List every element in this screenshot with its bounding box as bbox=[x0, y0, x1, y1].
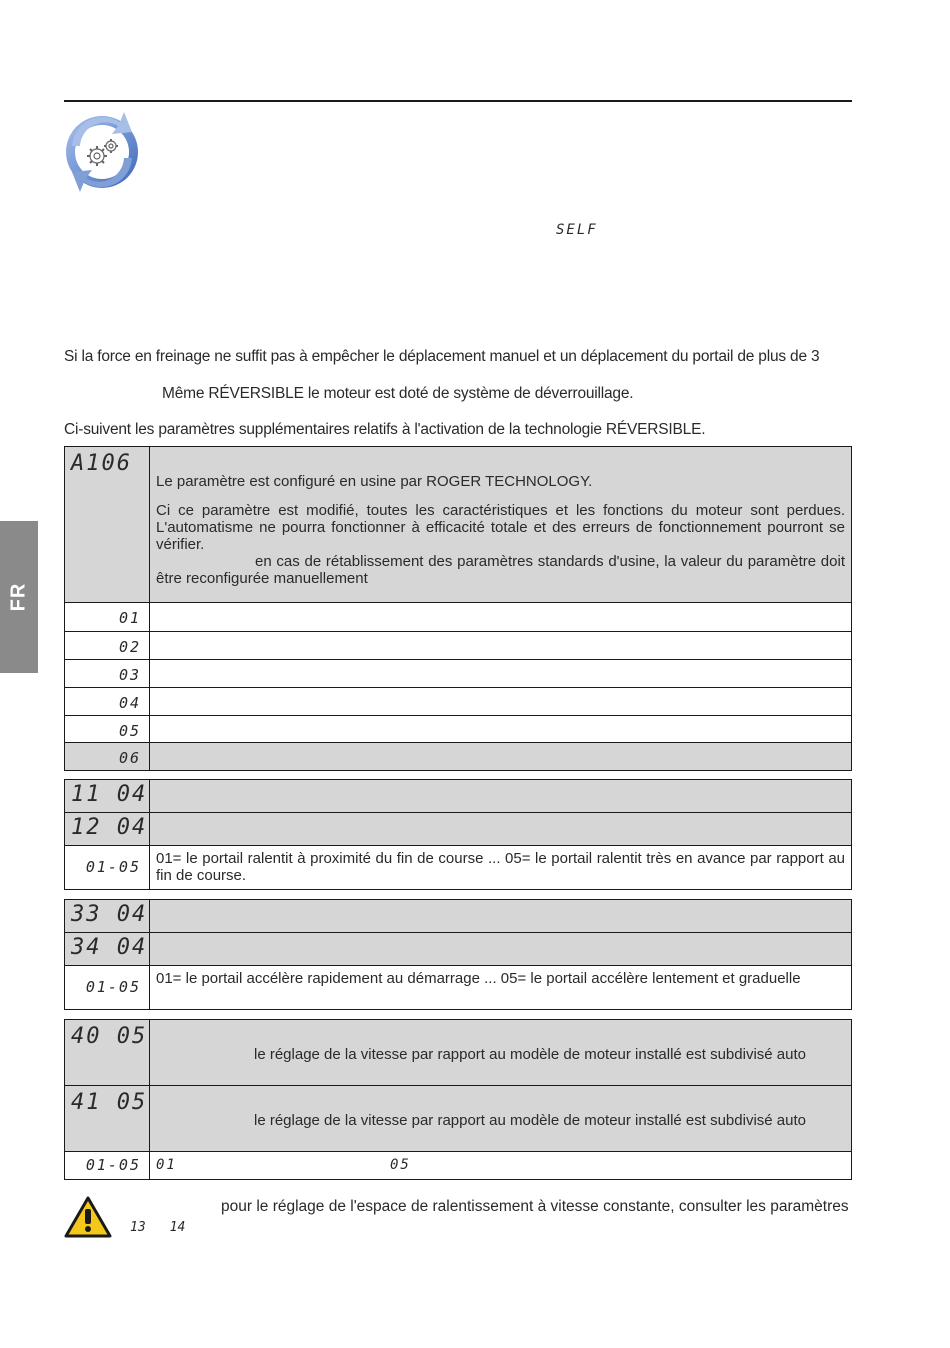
range-code: 01-05 bbox=[85, 978, 141, 996]
warning-text: pour le réglage de l'espace de ralentissement à vitesse constante, consulter les paramètres bbox=[221, 1198, 849, 1215]
parameter-table-a106 bbox=[64, 446, 852, 771]
param-code: 40 05 bbox=[71, 1024, 148, 1049]
param-code: 11 04 bbox=[71, 782, 148, 807]
language-tab-label: FR bbox=[7, 582, 30, 612]
range-code: 01-05 bbox=[85, 1156, 141, 1174]
param-description: le réglage de la vitesse par rapport au modèle de moteur installé est subdivisé auto bbox=[254, 1046, 806, 1063]
param-description-cell bbox=[150, 933, 852, 966]
param-desc-line: Ci ce paramètre est modifié, toutes les caractéristiques et les fonctions du moteur sont perdues. L'automatisme ne pourra fonctionner à efficacité totale et des erreurs de fonctionnement pourront se vérifier. bbox=[156, 502, 845, 553]
param-code: 34 04 bbox=[71, 935, 148, 960]
range-code: 01-05 bbox=[85, 858, 141, 876]
header-rule bbox=[64, 100, 852, 102]
range-description: 01= le portail ralentit à proximité du fin de course ... 05= le portail ralentit très en avance par rapport au fin de course. bbox=[156, 850, 845, 884]
param-code: 33 04 bbox=[71, 902, 148, 927]
value-code: 01 bbox=[118, 609, 141, 627]
value-desc bbox=[150, 632, 852, 660]
value-code: 05 bbox=[118, 722, 141, 740]
warning-code: 13 bbox=[130, 1220, 146, 1235]
warning-icon bbox=[64, 1196, 112, 1238]
value-code: 06 bbox=[118, 749, 141, 767]
warning-codes bbox=[130, 1220, 209, 1235]
value-desc bbox=[150, 660, 852, 688]
param-code: 41 05 bbox=[71, 1090, 148, 1115]
parameter-table-40-41 bbox=[64, 1019, 852, 1180]
self-code: SELF bbox=[556, 222, 598, 238]
range-max-value: 05 bbox=[390, 1157, 411, 1173]
value-code: 04 bbox=[118, 694, 141, 712]
value-code: 03 bbox=[118, 666, 141, 684]
parameter-table-33-34 bbox=[64, 899, 852, 1010]
param-desc-line: Le paramètre est configuré en usine par ROGER TECHNOLOGY. bbox=[156, 473, 593, 490]
parameter-table-11-12 bbox=[64, 779, 852, 890]
param-code: 12 04 bbox=[71, 815, 148, 840]
value-desc bbox=[150, 743, 852, 771]
range-description: 01= le portail accélère rapidement au démarrage ... 05= le portail accélère lentement et graduelle bbox=[156, 970, 801, 987]
param-description: le réglage de la vitesse par rapport au modèle de moteur installé est subdivisé auto bbox=[254, 1112, 806, 1129]
value-code: 02 bbox=[118, 638, 141, 656]
param-code-cell bbox=[65, 447, 150, 603]
range-min-value: 01 bbox=[156, 1157, 177, 1173]
language-tab bbox=[0, 521, 38, 673]
param-description-cell bbox=[150, 447, 852, 603]
paragraph-reversible-unlock: Même RÉVERSIBLE le moteur est doté de système de déverrouillage. bbox=[162, 385, 634, 402]
param-desc-line: en cas de rétablissement des paramètres standards d'usine, la valeur du paramètre doit être reconfigurée manuellement bbox=[156, 553, 845, 587]
param-description-cell bbox=[150, 900, 852, 933]
value-desc bbox=[150, 716, 852, 743]
paragraph-braking-force: Si la force en freinage ne suffit pas à empêcher le déplacement manuel et un déplacement du portail de plus de 3 bbox=[64, 348, 820, 365]
value-desc bbox=[150, 603, 852, 632]
value-desc bbox=[150, 688, 852, 716]
warning-code: 14 bbox=[169, 1220, 186, 1235]
param-code: A106 bbox=[71, 451, 132, 476]
param-description-cell bbox=[150, 780, 852, 813]
gear-refresh-icon bbox=[62, 106, 142, 196]
paragraph-parameters-intro: Ci-suivent les paramètres supplémentaires relatifs à l'activation de la technologie RÉVERSIBLE. bbox=[64, 421, 706, 438]
param-description-cell bbox=[150, 813, 852, 846]
